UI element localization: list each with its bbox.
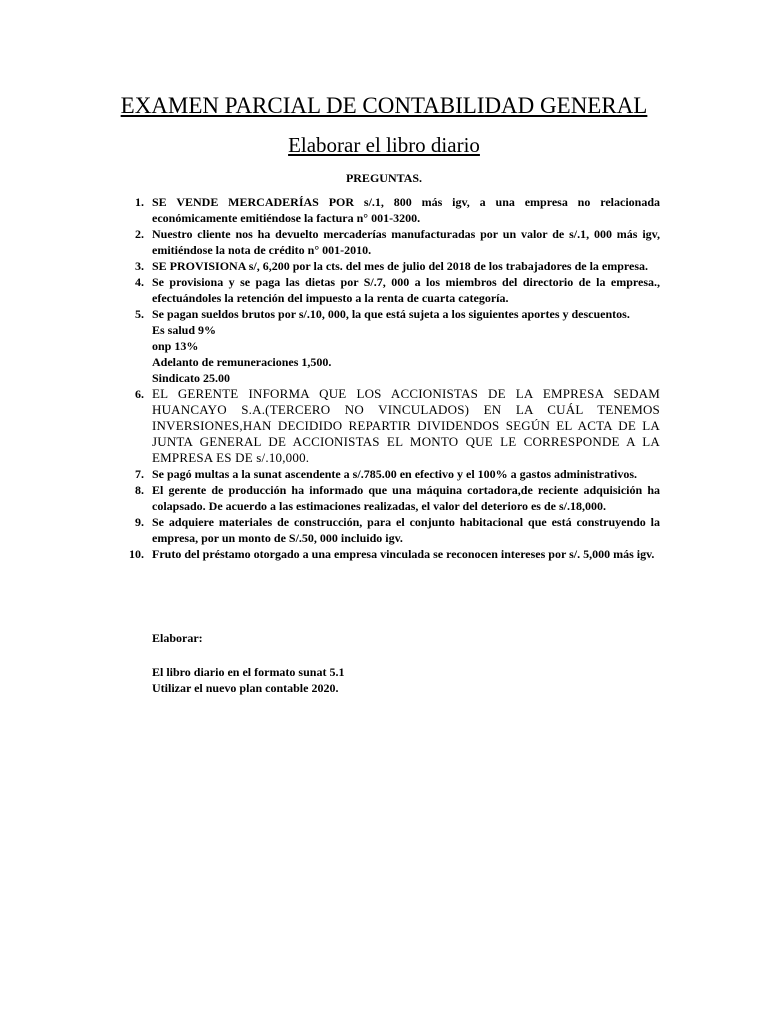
- deduction-line: onp 13%: [152, 339, 199, 353]
- question-number: 1.: [135, 195, 144, 209]
- question-item: [122, 194, 660, 226]
- question-text: Se provisiona y se paga las dietas por S/.7, 000 a los miembros del directorio de la empresa., efectuándoles la retención del impuesto a la renta de cuarta categoría.: [152, 275, 660, 305]
- question-text: SE PROVISIONA s/, 6,200 por la cts. del mes de julio del 2018 de los trabajadores de la empresa.: [152, 259, 649, 273]
- instructions-label: Elaborar:: [152, 631, 203, 645]
- question-item: [122, 466, 660, 482]
- question-number: 3.: [135, 259, 144, 273]
- document-subtitle: Elaborar el libro diario: [288, 133, 480, 157]
- question-item: [122, 546, 660, 562]
- question-item: [122, 274, 660, 306]
- question-number: 10.: [129, 547, 144, 561]
- question-number: 5.: [135, 307, 144, 321]
- question-item: [122, 258, 660, 274]
- question-item: [122, 306, 660, 322]
- deduction-line: Es salud 9%: [152, 323, 217, 337]
- question-text: El gerente de producción ha informado que una máquina cortadora,de reciente adquisición ha colapsado. De acuerdo a las estimaciones realizadas, el valor del deterioro es de s/.18,000.: [152, 483, 660, 513]
- questions-list: [122, 194, 660, 562]
- question-text: Nuestro cliente nos ha devuelto mercaderías manufacturadas por un valor de s/.1, 000 más igv, emitiéndose la nota de crédito n° 001-2010.: [152, 227, 660, 257]
- question-text: Fruto del préstamo otorgado a una empresa vinculada se reconocen intereses por s/. 5,000 más igv.: [152, 547, 655, 561]
- question-text: Se pagó multas a la sunat ascendente a s/.785.00 en efectivo y el 100% a gastos administrativos.: [152, 467, 637, 481]
- question-number: 2.: [135, 227, 144, 241]
- question-text: Se pagan sueldos brutos por s/.10, 000, la que está sujeta a los siguientes aportes y descuentos.: [152, 307, 630, 321]
- question-item: [122, 226, 660, 258]
- document-title: EXAMEN PARCIAL DE CONTABILIDAD GENERAL: [120, 93, 648, 118]
- deduction-line: Sindicato 25.00: [152, 371, 231, 385]
- question-text: EL GERENTE INFORMA QUE LOS ACCIONISTAS DE LA EMPRESA SEDAM HUANCAYO S.A.(TERCERO NO VINCULADOS) EN LA CUÁL TENEMOS INVERSIONES,HAN DECIDIDO REPARTIR DIVIDENDOS SEGÚN EL ACTA DE LA JUNTA GENERAL DE ACCIONISTAS EL MONTO QUE LE CORRESPONDE A LA EMPRESA ES DE s/.10,000.: [152, 386, 660, 465]
- instruction-line: El libro diario en el formato sunat 5.1: [152, 665, 345, 679]
- question-text: SE VENDE MERCADERÍAS POR s/.1, 800 más igv, a una empresa no relacionada económicamente emitiéndose la factura n° 001-3200.: [152, 195, 660, 225]
- question-number: 7.: [135, 467, 144, 481]
- deduction-line: Adelanto de remuneraciones 1,500.: [152, 355, 332, 369]
- question-item: [122, 386, 660, 466]
- question-number: 4.: [135, 275, 144, 289]
- instruction-line: Utilizar el nuevo plan contable 2020.: [152, 681, 339, 695]
- question-text: Se adquiere materiales de construcción, para el conjunto habitacional que está construyendo la empresa, por un monto de S/.50, 000 incluido igv.: [152, 515, 660, 545]
- question-item: [122, 482, 660, 514]
- question-number: 9.: [135, 515, 144, 529]
- question-item: [122, 514, 660, 546]
- question-number: 6.: [135, 387, 144, 401]
- section-label: PREGUNTAS.: [345, 171, 423, 185]
- instructions-block: [152, 630, 652, 696]
- question-number: 8.: [135, 483, 144, 497]
